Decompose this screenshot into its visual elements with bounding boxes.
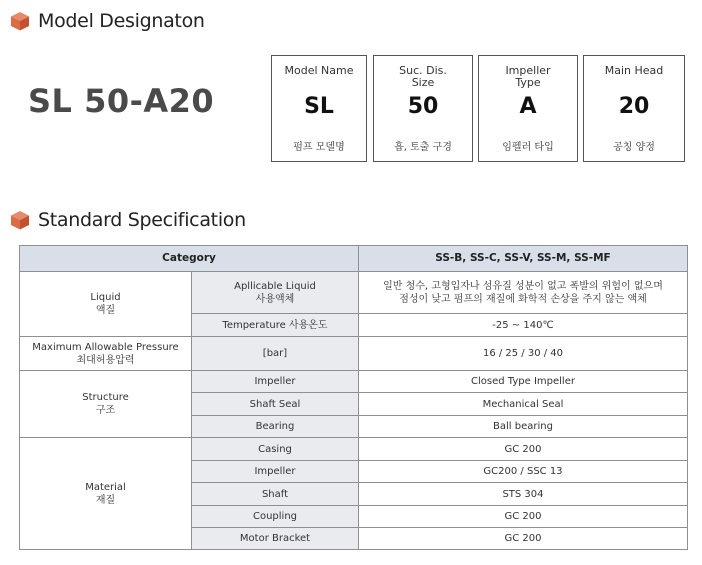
model-designation-title: Model Designaton (38, 10, 205, 32)
box-value: SL (304, 94, 334, 119)
coupling-value: GC 200 (359, 506, 688, 528)
casing-label: Casing (192, 438, 359, 461)
table-row (20, 371, 688, 393)
box-korean: 공칭 양정 (613, 142, 655, 153)
pressure-value: 16 / 25 / 30 / 40 (359, 337, 688, 371)
pressure-group-cell: Maximum Allowable Pressure 최대허용압력 (20, 337, 192, 371)
pressure-unit: [bar] (192, 337, 359, 371)
motor-bracket-value: GC 200 (359, 528, 688, 550)
model-code: SL 50-A20 (28, 82, 215, 120)
box-label: Main Head (604, 64, 664, 77)
box-label: Impeller Type (505, 64, 551, 89)
shaft-seal-label: Shaft Seal (192, 393, 359, 416)
table-header-row (20, 246, 688, 272)
table-row (20, 337, 688, 371)
shaft-seal-value: Mechanical Seal (359, 393, 688, 416)
model-name-box (271, 55, 367, 162)
box-value: A (519, 94, 537, 119)
temperature-label: Temperature 사용온도 (192, 314, 359, 337)
material-group-cell: Material 재질 (20, 438, 192, 550)
box-korean: 펌프 모델명 (293, 142, 345, 153)
table-row (20, 438, 688, 461)
structure-impeller-label: Impeller (192, 371, 359, 393)
size-box (373, 55, 473, 162)
main-head-box (583, 55, 685, 162)
structure-impeller-value: Closed Type Impeller (359, 371, 688, 393)
box-label: Suc. Dis. Size (399, 64, 447, 89)
temperature-value: -25 ~ 140℃ (359, 314, 688, 337)
shaft-label: Shaft (192, 483, 359, 506)
applicable-liquid-value: 일반 청수, 고형입자나 섬유질 성분이 없고 폭발의 위험이 없으며 점성이 낮고 펌프의 재질에 화학적 손상을 주지 않는 액체 (359, 272, 688, 314)
applicable-liquid-label: Apllicable Liquid 사용액체 (192, 272, 359, 314)
standard-specification-heading (10, 209, 246, 231)
impeller-type-box (478, 55, 578, 162)
models-header: SS-B, SS-C, SS-V, SS-M, SS-MF (359, 246, 688, 272)
casing-value: GC 200 (359, 438, 688, 461)
standard-specification-title: Standard Specification (38, 209, 246, 231)
table-row (20, 272, 688, 314)
material-impeller-label: Impeller (192, 461, 359, 483)
liquid-group-cell: Liquid 액질 (20, 272, 192, 337)
box-korean: 임펠러 타입 (502, 142, 554, 153)
box-label: Model Name (284, 64, 354, 77)
shaft-value: STS 304 (359, 483, 688, 506)
cube-icon (10, 210, 30, 230)
bearing-value: Ball bearing (359, 416, 688, 438)
specification-table (19, 245, 688, 550)
category-header: Category (20, 246, 359, 272)
coupling-label: Coupling (192, 506, 359, 528)
material-impeller-value: GC200 / SSC 13 (359, 461, 688, 483)
structure-group-cell: Structure 구조 (20, 371, 192, 438)
box-value: 20 (618, 94, 650, 119)
motor-bracket-label: Motor Bracket (192, 528, 359, 550)
box-korean: 흡, 토출 구경 (394, 142, 452, 153)
bearing-label: Bearing (192, 416, 359, 438)
cube-icon (10, 11, 30, 31)
box-value: 50 (407, 94, 439, 119)
model-designation-heading (10, 10, 205, 32)
